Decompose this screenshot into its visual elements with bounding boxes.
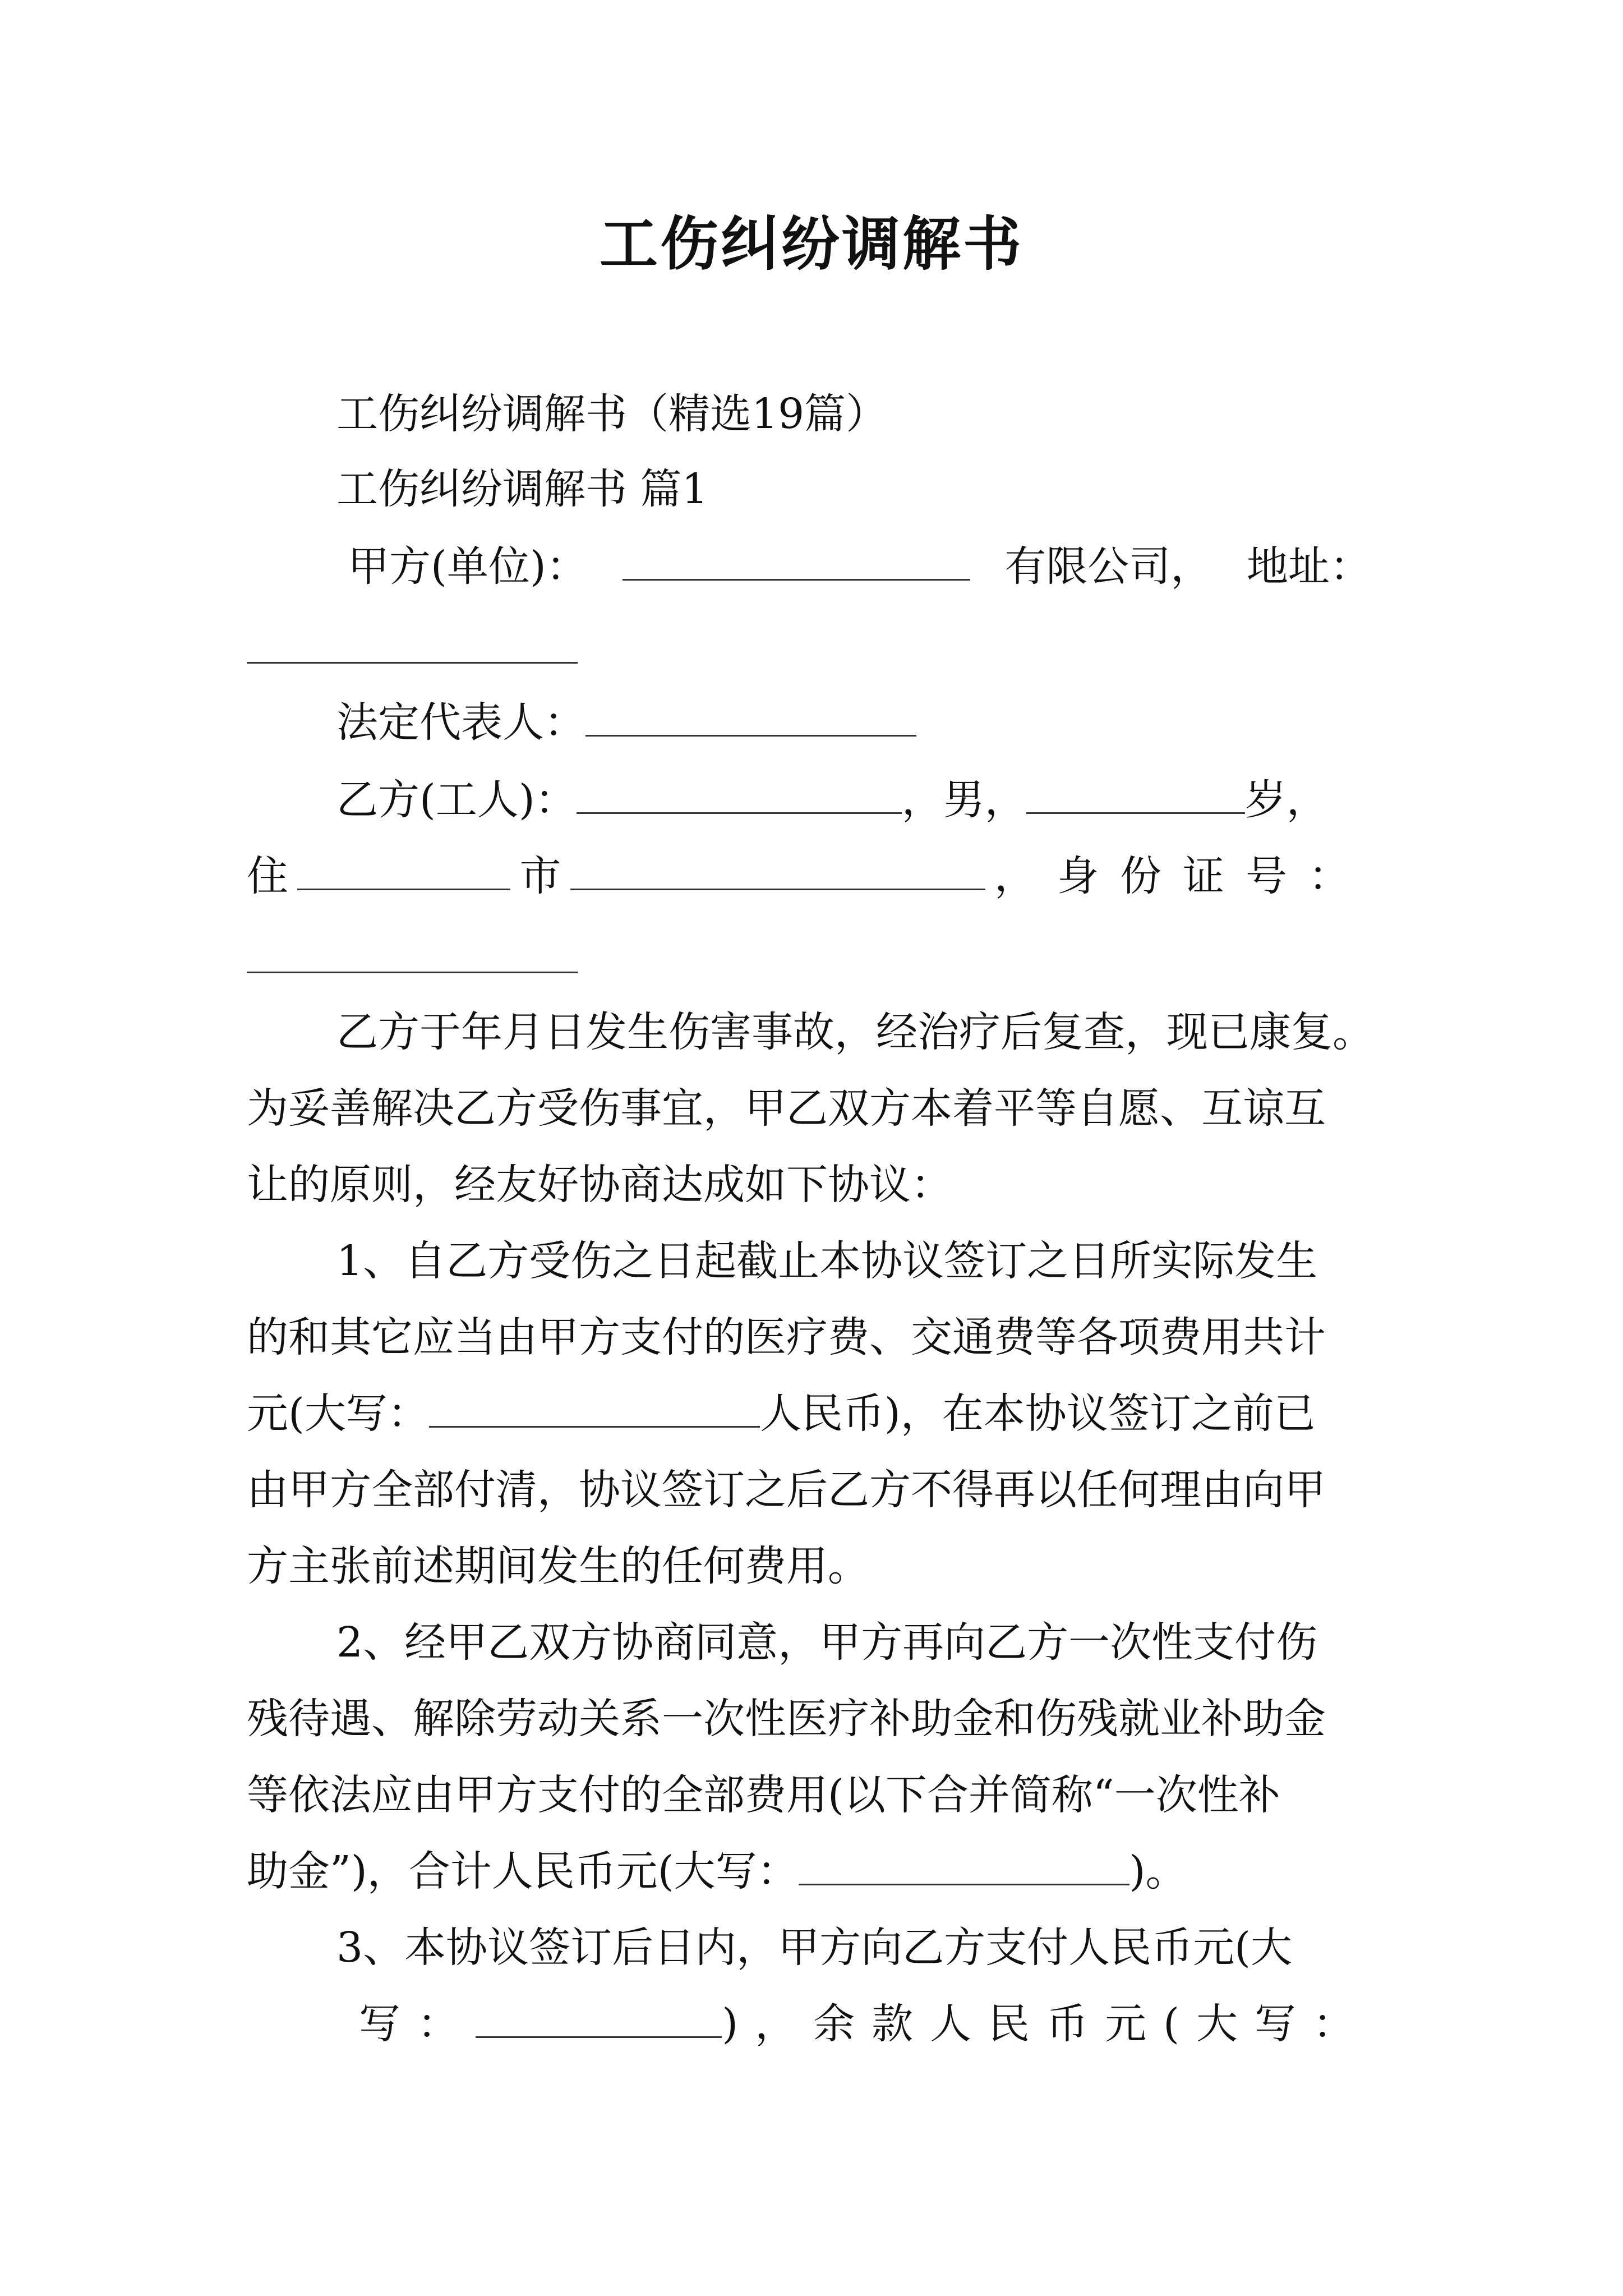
clause2-line-3: 等依法应由甲方支付的全部费用(以下合并简称“一次性补 bbox=[247, 1771, 1280, 1819]
party-b-age-suffix: 岁， bbox=[1244, 776, 1328, 824]
clause3-balance-label: )，余款人民币元(大写： bbox=[722, 2000, 1371, 2048]
clause2-amount-blank bbox=[799, 1849, 1129, 1885]
document-title: 工伤纠纷调解书 bbox=[599, 209, 1023, 278]
party-a-name-blank bbox=[623, 544, 970, 581]
clause1-amount-suffix: 人民币)，在本协议签订之前已 bbox=[759, 1389, 1316, 1438]
party-b-residence-label: 住 bbox=[247, 852, 288, 900]
clause1-line-1: 1、自乙方受伤之日起截止本协议签订之日所实际发生 bbox=[336, 1237, 1318, 1285]
clause1-line-4: 由甲方全部付清，协议签订之后乙方不得再以任何理由向甲 bbox=[247, 1466, 1326, 1514]
party-a-line bbox=[348, 539, 1371, 595]
clause2-amount-suffix: )。 bbox=[1129, 1847, 1187, 1895]
party-b-residence-blank bbox=[297, 854, 510, 890]
clause1-amount-blank bbox=[429, 1391, 760, 1428]
legal-rep-blank bbox=[585, 700, 916, 737]
party-b-gender: ，男， bbox=[901, 776, 1026, 824]
party-a-label: 甲方(单位)： bbox=[348, 542, 588, 591]
legal-rep-label: 法定代表人： bbox=[336, 698, 585, 747]
subtitle: 工伤纠纷调解书（精选19篇） bbox=[336, 390, 888, 438]
clause1-amount-label: 元(大写： bbox=[247, 1389, 429, 1438]
clause1-line-3 bbox=[247, 1386, 1316, 1442]
section-heading: 工伤纠纷调解书 篇1 bbox=[336, 465, 708, 513]
party-b-id-blank bbox=[247, 972, 578, 973]
party-a-company-suffix: 有限公司， bbox=[1004, 542, 1212, 591]
party-b-line bbox=[336, 772, 1328, 828]
party-b-name-blank bbox=[577, 777, 902, 814]
clause3-amount-blank bbox=[476, 2001, 722, 2038]
clause1-line-5: 方主张前述期间发生的任何费用。 bbox=[247, 1542, 869, 1590]
clause3-line-2 bbox=[359, 1996, 1371, 2052]
party-b-id-label: ，身份证号： bbox=[994, 852, 1371, 900]
intro-line-1: 乙方于年月日发生伤害事故，经治疗后复查，现已康复。 bbox=[336, 1008, 1374, 1056]
party-b-label: 乙方(工人)： bbox=[336, 776, 577, 824]
clause3-write-label: 写： bbox=[359, 2000, 476, 2048]
legal-rep-line bbox=[336, 694, 916, 751]
intro-line-3: 让的原则，经友好协商达成如下协议： bbox=[247, 1161, 952, 1209]
party-b-city-blank bbox=[570, 854, 985, 890]
party-a-address-label: 地址： bbox=[1247, 542, 1371, 591]
clause3-line-1: 3、本协议签订后日内，甲方向乙方支付人民币元(大 bbox=[336, 1924, 1292, 1972]
clause2-line-4 bbox=[247, 1843, 1187, 1899]
clause2-line-1: 2、经甲乙双方协商同意，甲方再向乙方一次性支付伤 bbox=[336, 1618, 1318, 1667]
clause2-line-2: 残待遇、解除劳动关系一次性医疗补助金和伤残就业补助金 bbox=[247, 1695, 1326, 1743]
intro-line-2: 为妥善解决乙方受伤事宜，甲乙双方本着平等自愿、互谅互 bbox=[247, 1084, 1326, 1133]
clause1-line-2: 的和其它应当由甲方支付的医疗费、交通费等各项费用共计 bbox=[247, 1313, 1326, 1361]
party-b-age-blank bbox=[1026, 777, 1245, 814]
party-b-city-label: 市 bbox=[519, 852, 561, 900]
clause2-amount-label: 助金”)，合计人民币元(大写： bbox=[247, 1847, 799, 1895]
party-a-address-blank bbox=[247, 662, 578, 664]
party-b-residence-line bbox=[247, 848, 1371, 904]
